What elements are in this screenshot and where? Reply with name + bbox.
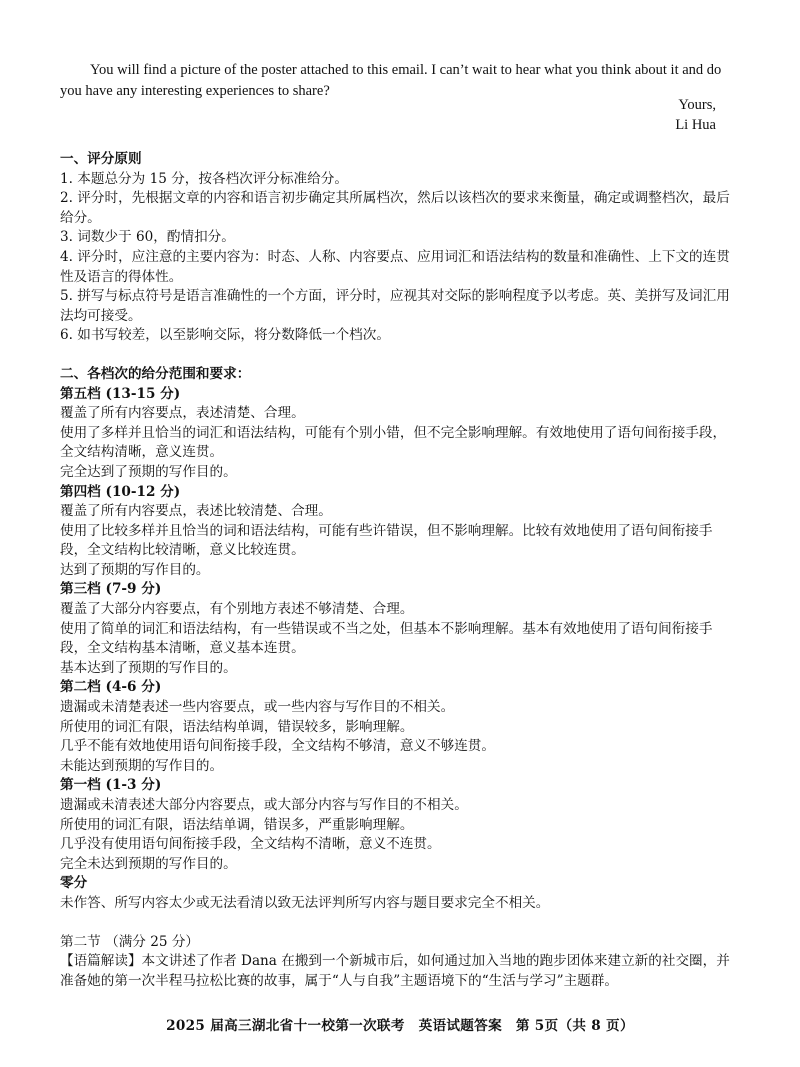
- level-line: 未作答、所写内容太少或无法看清以致无法评判所写内容与题目要求完全不相关。: [60, 894, 550, 911]
- level-line: 完全达到了预期的写作目的。: [60, 463, 237, 480]
- level-title: 第三档 (7-9 分): [60, 581, 162, 598]
- rule-item: 3. 词数少于 60，酌情扣分。: [60, 229, 235, 246]
- level-line: 遗漏或未清表述大部分内容要点，或大部分内容与写作目的不相关。: [60, 797, 468, 813]
- passage-summary: 【语篇解读】本文讲述了作者 Dana 在搬到一个新城市后，如何通过加入当地的跑步团体来建立新的社交圈，并准备她的第一次半程马拉松比赛的故事，属于“人与自我”主题语境下的“生活与学习”主题群。: [60, 953, 730, 989]
- scoring-guide: [60, 150, 732, 991]
- level-line: 所使用的词汇有限，语法结构单调，错误较多，影响理解。: [60, 718, 414, 735]
- level-line: 使用了多样并且恰当的词汇和语法结构，可能有个别小错，但不完全影响理解。有效地使用了语句间衔接手段，全文结构清晰，意义连贯。: [60, 424, 727, 461]
- level-line: 基本达到了预期的写作目的。: [60, 659, 237, 676]
- level-line: 完全未达到预期的写作目的。: [60, 855, 237, 872]
- level-title: 第二档 (4-6 分): [60, 679, 162, 696]
- level-line: 覆盖了大部分内容要点，有个别地方表述不够清楚、合理。: [60, 601, 414, 618]
- level-title: 第四档 (10-12 分): [60, 483, 181, 500]
- letter-signature: [675, 95, 716, 135]
- level-line: 所使用的词汇有限，语法结单调，错误多，严重影响理解。: [60, 816, 414, 833]
- rule-item: 1. 本题总分为 15 分，按各档次评分标准给分。: [60, 170, 348, 187]
- letter-paragraph-block: [60, 60, 728, 102]
- level-title: 零分: [60, 875, 88, 892]
- level-line: 达到了预期的写作目的。: [60, 561, 210, 578]
- level-line: 覆盖了所有内容要点，表述比较清楚、合理。: [60, 503, 332, 520]
- level-title: 第五档 (13-15 分): [60, 385, 181, 402]
- level-line: 未能达到预期的写作目的。: [60, 757, 224, 774]
- section-heading-principles: 一、评分原则: [60, 151, 142, 167]
- level-line: 覆盖了所有内容要点，表述清楚、合理。: [60, 405, 305, 422]
- level-line: 使用了简单的词汇和语法结构，有一些错误或不当之处，但基本不影响理解。基本有效地使用了语句间衔接手段，全文结构基本清晰，意义基本连贯。: [60, 620, 713, 657]
- letter-name: Li Hua: [675, 117, 716, 133]
- level-title: 第一档 (1-3 分): [60, 777, 162, 794]
- letter-paragraph: You will find a picture of the poster attached to this email. I can’t wait to hear what you think about it and do you have any interesting experiences to share?: [60, 62, 722, 99]
- section-heading-part2: 第二节 （满分 25 分）: [60, 933, 200, 950]
- level-line: 遗漏或未清楚表述一些内容要点，或一些内容与写作目的不相关。: [60, 699, 455, 716]
- level-line: 使用了比较多样并且恰当的词和语法结构，可能有些许错误，但不影响理解。比较有效地使用了语句间衔接手段，全文结构比较清晰，意义比较连贯。: [60, 522, 713, 559]
- page-footer: 2025 届高三湖北省十一校第一次联考 英语试题答案 第 5页（共 8 页）: [166, 1018, 634, 1034]
- rule-item: 2. 评分时，先根据文章的内容和语言初步确定其所属档次，然后以该档次的要求来衡量，确定或调整档次，最后给分。: [60, 190, 730, 226]
- level-line: 几乎不能有效地使用语句间衔接手段，全文结构不够清，意义不够连贯。: [60, 738, 495, 755]
- rule-item: 5. 拼写与标点符号是语言准确性的一个方面，评分时，应视其对交际的影响程度予以考虑。英、美拼写及词汇用法均可接受。: [60, 288, 730, 324]
- section-heading-levels: 二、各档次的给分范围和要求：: [60, 365, 251, 382]
- level-line: 几乎没有使用语句间衔接手段，全文结构不清晰，意义不连贯。: [60, 836, 441, 853]
- rule-item: 4. 评分时，应注意的主要内容为：时态、人称、内容要点、应用词汇和语法结构的数量和准确性、上下文的连贯性及语言的得体性。: [60, 248, 730, 285]
- rule-item: 6. 如书写较差，以至影响交际，将分数降低一个档次。: [60, 327, 390, 344]
- letter-closing: Yours,: [678, 97, 716, 113]
